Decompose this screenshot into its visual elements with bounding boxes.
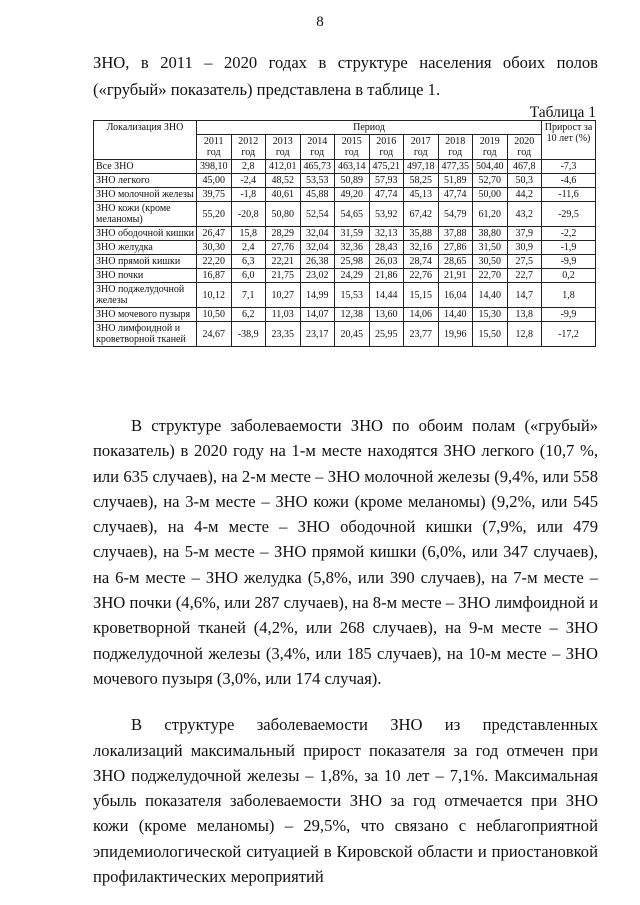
header-year [335, 135, 370, 160]
table-body [94, 160, 596, 347]
cell-value: 13,8 [507, 308, 542, 322]
cell-value: 14,40 [473, 283, 508, 308]
cell-value: 22,76 [404, 269, 439, 283]
body-text [93, 413, 598, 889]
cell-value: 27,86 [438, 241, 473, 255]
cell-value: 16,04 [438, 283, 473, 308]
cell-value: 14,06 [404, 308, 439, 322]
cell-value: 10,50 [197, 308, 232, 322]
row-label: ЗНО почки [94, 269, 197, 283]
header-year [369, 135, 404, 160]
cell-value: 26,03 [369, 255, 404, 269]
cell-value: 32,36 [335, 241, 370, 255]
cell-value: 25,98 [335, 255, 370, 269]
cell-value: 58,25 [404, 174, 439, 188]
cell-value: -2,4 [231, 174, 266, 188]
cell-value: 54,79 [438, 202, 473, 227]
cell-value: 412,01 [266, 160, 301, 174]
cell-value: 35,88 [404, 227, 439, 241]
year-suffix: год [344, 147, 359, 158]
cell-value: -20,8 [231, 202, 266, 227]
cell-value: 6,3 [231, 255, 266, 269]
row-label: ЗНО желудка [94, 241, 197, 255]
row-growth: -2,2 [542, 227, 596, 241]
cell-value: 23,77 [404, 322, 439, 347]
header-year [473, 135, 508, 160]
cell-value: 57,93 [369, 174, 404, 188]
row-label: ЗНО прямой кишки [94, 255, 197, 269]
cell-value: 43,2 [507, 202, 542, 227]
cell-value: 53,53 [300, 174, 335, 188]
table-row [94, 322, 596, 347]
cell-value: 2,4 [231, 241, 266, 255]
row-label: Все ЗНО [94, 160, 197, 174]
year-suffix: год [413, 147, 428, 158]
cell-value: 54,65 [335, 202, 370, 227]
year-value: 2015 [341, 136, 362, 147]
cell-value: 32,16 [404, 241, 439, 255]
cell-value: 21,86 [369, 269, 404, 283]
cell-value: 465,73 [300, 160, 335, 174]
row-label: ЗНО мочевого пузыря [94, 308, 197, 322]
row-label: ЗНО кожи (кроме меланомы) [94, 202, 197, 227]
cell-value: 32,13 [369, 227, 404, 241]
cell-value: 21,91 [438, 269, 473, 283]
cell-value: 15,50 [473, 322, 508, 347]
table-header-row [94, 121, 596, 135]
row-label: ЗНО ободочной кишки [94, 227, 197, 241]
cell-value: 37,88 [438, 227, 473, 241]
table-row [94, 188, 596, 202]
table-row [94, 160, 596, 174]
cell-value: 45,00 [197, 174, 232, 188]
cell-value: 14,40 [438, 308, 473, 322]
row-growth: 1,8 [542, 283, 596, 308]
year-value: 2011 [203, 136, 224, 147]
table-row [94, 227, 596, 241]
cell-value: 467,8 [507, 160, 542, 174]
cell-value: 14,07 [300, 308, 335, 322]
cell-value: 48,52 [266, 174, 301, 188]
cell-value: 22,20 [197, 255, 232, 269]
cell-value: 23,17 [300, 322, 335, 347]
cell-value: 12,38 [335, 308, 370, 322]
row-growth: 0,2 [542, 269, 596, 283]
cell-value: 23,02 [300, 269, 335, 283]
header-year [231, 135, 266, 160]
cell-value: 7,1 [231, 283, 266, 308]
cell-value: 27,5 [507, 255, 542, 269]
page-number: 8 [316, 14, 324, 30]
year-value: 2013 [272, 136, 293, 147]
cell-value: -1,8 [231, 188, 266, 202]
year-value: 2019 [479, 136, 500, 147]
header-localization: Локализация ЗНО [94, 121, 197, 160]
cell-value: 32,04 [300, 241, 335, 255]
year-value: 2012 [238, 136, 259, 147]
cell-value: 45,88 [300, 188, 335, 202]
cell-value: 51,89 [438, 174, 473, 188]
table-row [94, 241, 596, 255]
row-growth: -17,2 [542, 322, 596, 347]
year-value: 2017 [410, 136, 431, 147]
cell-value: 47,74 [369, 188, 404, 202]
cell-value: 15,15 [404, 283, 439, 308]
cell-value: 504,40 [473, 160, 508, 174]
table-caption: Таблица 1 [529, 104, 596, 121]
row-growth: -1,9 [542, 241, 596, 255]
cell-value: 26,47 [197, 227, 232, 241]
cell-value: 497,18 [404, 160, 439, 174]
cell-value: 19,96 [438, 322, 473, 347]
row-label: ЗНО легкого [94, 174, 197, 188]
year-value: 2020 [514, 136, 535, 147]
cell-value: -38,9 [231, 322, 266, 347]
year-suffix: год [482, 147, 497, 158]
cell-value: 22,70 [473, 269, 508, 283]
cell-value: 38,80 [473, 227, 508, 241]
cell-value: 10,27 [266, 283, 301, 308]
cell-value: 67,42 [404, 202, 439, 227]
cell-value: 31,50 [473, 241, 508, 255]
header-year [404, 135, 439, 160]
cell-value: 49,20 [335, 188, 370, 202]
paragraph-2: В структуре заболеваемости ЗНО из представленных локализаций максимальный прирост показателя за год отмечен при ЗНО поджелудочной железы – 1,8%, за 10 лет – 7,1%. Максимальная убыль показателя заболеваемости ЗНО за год отмечается при ЗНО кожи (кроме меланомы) – 29,5%, что связано с неблагоприятной эпидемиологической ситуацией в Кировской области и приостановкой профилактических мероприятий [93, 715, 598, 887]
cell-value: 39,75 [197, 188, 232, 202]
header-year [507, 135, 542, 160]
year-value: 2014 [307, 136, 328, 147]
cell-value: 475,21 [369, 160, 404, 174]
cell-value: 53,92 [369, 202, 404, 227]
cell-value: 26,38 [300, 255, 335, 269]
cell-value: 477,35 [438, 160, 473, 174]
cell-value: 28,74 [404, 255, 439, 269]
row-growth: -9,9 [542, 255, 596, 269]
cell-value: 45,13 [404, 188, 439, 202]
cell-value: 14,99 [300, 283, 335, 308]
cell-value: 13,60 [369, 308, 404, 322]
header-year [438, 135, 473, 160]
year-value: 2016 [376, 136, 397, 147]
cell-value: 22,7 [507, 269, 542, 283]
cell-value: 37,9 [507, 227, 542, 241]
cell-value: 25,95 [369, 322, 404, 347]
cell-value: 6,2 [231, 308, 266, 322]
cell-value: 44,2 [507, 188, 542, 202]
cell-value: 31,59 [335, 227, 370, 241]
cell-value: 30,30 [197, 241, 232, 255]
year-suffix: год [206, 147, 221, 158]
row-label: ЗНО поджелудочной железы [94, 283, 197, 308]
cell-value: 28,65 [438, 255, 473, 269]
cell-value: 50,3 [507, 174, 542, 188]
cell-value: 30,9 [507, 241, 542, 255]
table-row [94, 308, 596, 322]
header-period: Период [197, 121, 542, 135]
cell-value: 52,54 [300, 202, 335, 227]
incidence-table [93, 120, 596, 347]
cell-value: 28,29 [266, 227, 301, 241]
cell-value: 52,70 [473, 174, 508, 188]
table-row [94, 283, 596, 308]
year-suffix: год [275, 147, 290, 158]
cell-value: 30,50 [473, 255, 508, 269]
intro-text [93, 49, 598, 103]
header-year [266, 135, 301, 160]
cell-value: 50,00 [473, 188, 508, 202]
cell-value: 32,04 [300, 227, 335, 241]
cell-value: 463,14 [335, 160, 370, 174]
year-value: 2018 [445, 136, 466, 147]
cell-value: 61,20 [473, 202, 508, 227]
cell-value: 14,7 [507, 283, 542, 308]
paragraph-1: В структуре заболеваемости ЗНО по обоим полам («грубый» показатель) в 2020 году на 1-м месте находятся ЗНО легкого (10,7 %, или 635 случаев), на 2-м месте – ЗНО молочной железы (9,4%, или 558 случаев), на 3-м месте – ЗНО кожи (кроме меланомы) (9,2%, или 545 случаев), на 4-м месте – ЗНО ободочной кишки (7,9%, или 479 случаев), на 5-м месте – ЗНО прямой кишки (6,0%, или 347 случаев), на 6-м месте – ЗНО желудка (5,8%, или 390 случаев), на 7-м месте – ЗНО почки (4,6%, или 287 случаев), на 8-м месте – ЗНО лимфоидной и кроветворной тканей (4,2%, или 268 случаев), на 9-м месте – ЗНО поджелудочной железы (3,4%, или 185 случаев), на 10-м месте – ЗНО мочевого пузыря (3,0%, или 174 случая). [93, 416, 598, 688]
row-label: ЗНО молочной железы [94, 188, 197, 202]
row-growth: -7,3 [542, 160, 596, 174]
year-suffix: год [448, 147, 463, 158]
cell-value: 22,21 [266, 255, 301, 269]
table-row [94, 174, 596, 188]
table-row [94, 202, 596, 227]
cell-value: 398,10 [197, 160, 232, 174]
cell-value: 27,76 [266, 241, 301, 255]
cell-value: 14,44 [369, 283, 404, 308]
cell-value: 47,74 [438, 188, 473, 202]
cell-value: 20,45 [335, 322, 370, 347]
header-year [300, 135, 335, 160]
cell-value: 55,20 [197, 202, 232, 227]
year-suffix: год [310, 147, 325, 158]
row-growth: -9,9 [542, 308, 596, 322]
cell-value: 24,67 [197, 322, 232, 347]
year-suffix: год [517, 147, 532, 158]
year-suffix: год [241, 147, 256, 158]
cell-value: 10,12 [197, 283, 232, 308]
cell-value: 11,03 [266, 308, 301, 322]
cell-value: 6,0 [231, 269, 266, 283]
cell-value: 40,61 [266, 188, 301, 202]
cell-value: 50,80 [266, 202, 301, 227]
header-growth: Прирост за 10 лет (%) [542, 121, 596, 160]
row-growth: -4,6 [542, 174, 596, 188]
cell-value: 16,87 [197, 269, 232, 283]
cell-value: 15,53 [335, 283, 370, 308]
cell-value: 24,29 [335, 269, 370, 283]
row-growth: -11,6 [542, 188, 596, 202]
cell-value: 21,75 [266, 269, 301, 283]
intro-paragraph: ЗНО, в 2011 – 2020 годах в структуре населения обоих полов («грубый» показатель) представлена в таблице 1. [93, 53, 598, 99]
cell-value: 2,8 [231, 160, 266, 174]
cell-value: 28,43 [369, 241, 404, 255]
row-growth: -29,5 [542, 202, 596, 227]
row-label: ЗНО лимфоидной и кроветворной тканей [94, 322, 197, 347]
header-year [197, 135, 232, 160]
year-suffix: год [379, 147, 394, 158]
table-row [94, 269, 596, 283]
table-row [94, 255, 596, 269]
cell-value: 15,30 [473, 308, 508, 322]
cell-value: 15,8 [231, 227, 266, 241]
cell-value: 50,89 [335, 174, 370, 188]
cell-value: 23,35 [266, 322, 301, 347]
cell-value: 12,8 [507, 322, 542, 347]
